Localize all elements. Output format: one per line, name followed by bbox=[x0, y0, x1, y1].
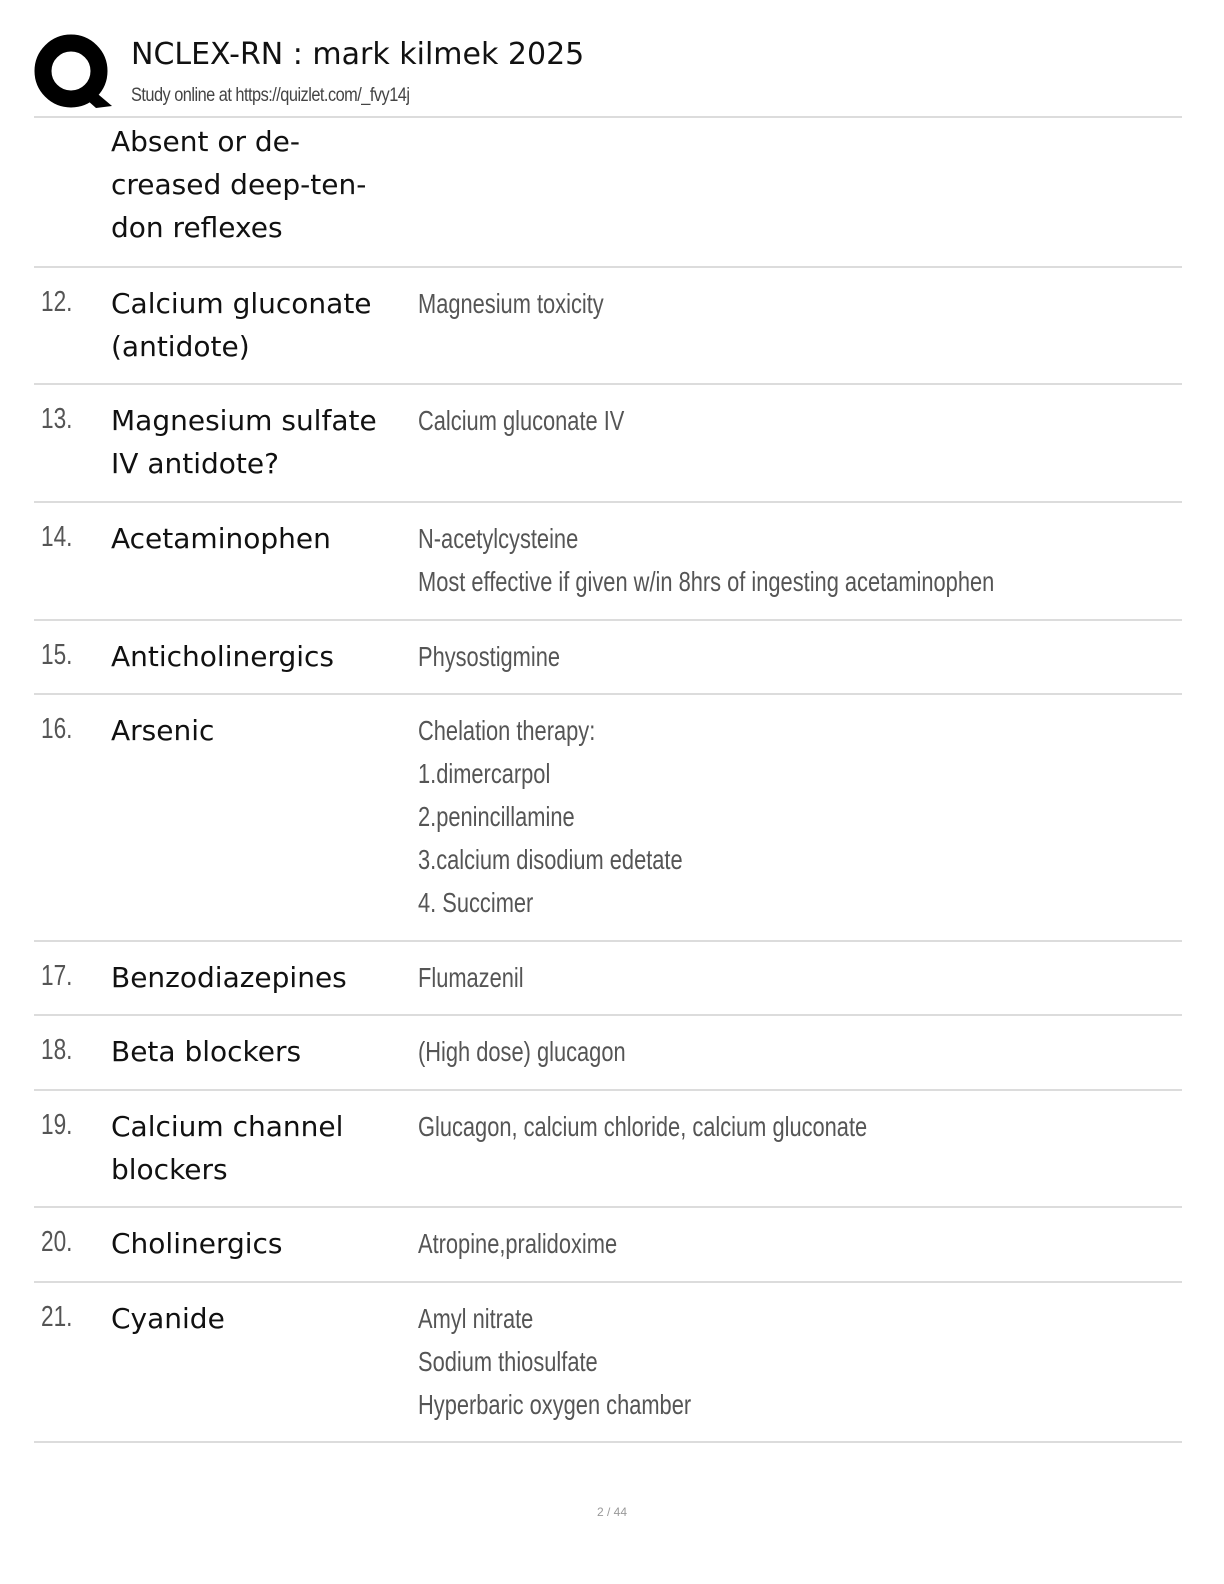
card-row bbox=[34, 503, 1182, 621]
card-row bbox=[34, 1283, 1182, 1443]
card-definition: N-acetylcysteine Most effective if given w/in 8hrs of ingesting acetaminophen bbox=[418, 523, 995, 597]
card-definition: Chelation therapy: 1.dimercarpol 2.penincillamine 3.calcium disodium edetate 4. Succimer bbox=[418, 715, 683, 918]
card-definition: Atropine,pralidoxime bbox=[418, 1228, 618, 1259]
card-definition: Glucagon, calcium chloride, calcium gluconate bbox=[418, 1111, 868, 1142]
card-number: 20. bbox=[41, 1226, 73, 1258]
card-term: Absent or de- creased deep-ten- don reflexes bbox=[111, 125, 367, 244]
page-header bbox=[34, 34, 1182, 116]
card-term: Acetaminophen bbox=[111, 522, 331, 555]
card-number: 19. bbox=[41, 1109, 73, 1141]
card-number: 21. bbox=[41, 1301, 73, 1333]
card-number: 15. bbox=[41, 639, 73, 671]
card-term: Anticholinergics bbox=[111, 640, 335, 673]
card-row bbox=[34, 1091, 1182, 1208]
card-row bbox=[34, 385, 1182, 503]
page-number: 2 / 44 bbox=[596, 1505, 628, 1519]
card-term: Beta blockers bbox=[111, 1035, 302, 1068]
card-number: 16. bbox=[41, 713, 73, 745]
card-number: 12. bbox=[41, 286, 73, 318]
card-term: Calcium channel blockers bbox=[111, 1110, 344, 1186]
flashcard-list bbox=[34, 117, 1182, 1443]
card-term: Calcium gluconate (antidote) bbox=[111, 287, 372, 363]
quizlet-logo-icon bbox=[34, 34, 112, 112]
card-term: Magnesium sulfate IV antidote? bbox=[111, 404, 377, 480]
card-term: Arsenic bbox=[111, 714, 215, 747]
card-term: Benzodiazepines bbox=[111, 961, 347, 994]
card-row bbox=[34, 268, 1182, 385]
card-number: 14. bbox=[41, 521, 73, 553]
card-definition: Physostigmine bbox=[418, 641, 561, 672]
card-row bbox=[34, 1208, 1182, 1283]
card-number: 13. bbox=[41, 403, 73, 435]
card-row bbox=[34, 942, 1182, 1016]
card-definition: Amyl nitrate Sodium thiosulfate Hyperbaric oxygen chamber bbox=[418, 1303, 692, 1420]
card-row bbox=[34, 117, 1182, 268]
card-row bbox=[34, 695, 1182, 942]
study-online-link[interactable]: Study online at https://quizlet.com/_fvy14j bbox=[131, 85, 410, 106]
card-row bbox=[34, 621, 1182, 695]
card-definition: Calcium gluconate IV bbox=[418, 405, 625, 436]
card-row bbox=[34, 1016, 1182, 1091]
card-definition: Flumazenil bbox=[418, 962, 524, 993]
card-number: 18. bbox=[41, 1034, 73, 1066]
card-definition: Magnesium toxicity bbox=[418, 288, 604, 319]
card-term: Cyanide bbox=[111, 1302, 225, 1335]
card-term: Cholinergics bbox=[111, 1227, 283, 1260]
card-number: 17. bbox=[41, 960, 73, 992]
card-definition: (High dose) glucagon bbox=[418, 1036, 626, 1067]
document-title: NCLEX-RN : mark kilmek 2025 bbox=[131, 37, 585, 72]
